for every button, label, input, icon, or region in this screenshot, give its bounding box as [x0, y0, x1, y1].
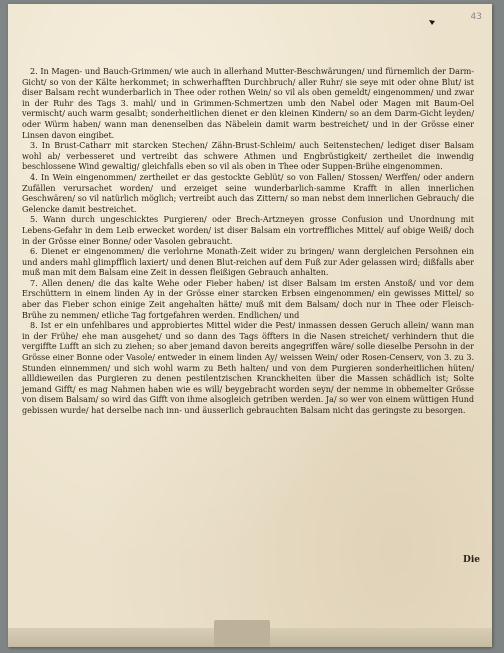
paragraph-6: 6. Dienet er eingenommen/ die verlohrne Monath-Zeit wider zu bringen/ wann dergleichen Persohnen ein und anders mahl glimpfflich laxiert/ und denen Blut-reichen auf dem Fuß zur Ader gelassen wird; dißfalls aber muß man mit dem Balsam eine Zeit in dessen fleißigen Gebrauch anhalten. [22, 246, 474, 278]
document-body [22, 66, 474, 416]
paragraph-7: 7. Allen denen/ die das kalte Wehe oder Fieber haben/ ist diser Balsam im ersten Anstoß/ und vor dem Erschüttern in einem linden Ay in der Grösse einer starcken Erbsen eingenommen/ ein gewisses Mittel/ so aber das Fieber schon einige Zeit angehalten hätte/ muß mit dem Balsam/ doch nur in Thee oder Fleisch-Brühe zu nemmen/ etliche Tag fortgefahren werden. Endlichen/ und [22, 277, 474, 320]
ink-mark-icon [428, 18, 436, 26]
catchword: Die [463, 555, 480, 565]
folio-number: 43 [470, 12, 482, 22]
paragraph-3: 3. In Brust-Catharr mit starcken Stechen/ Zähn-Brust-Schleim/ auch Seitenstechen/ lediget diser Balsam wohl ab/ verbesseret und vertreibt das schwere Athmen und Engbrüstigkeit/ zertheilet die inwendig beschlossene Wind gewaltig/ gleichfalls eben so vil als oben in Thee oder Suppen-Brühe eingenommen. [22, 140, 474, 172]
paragraph-4: 4. In Wein eingenommen/ zertheilet er das gestockte Geblüt/ so von Fallen/ Stossen/ Werffen/ oder andern Zufällen verursachet worden/ und erzeiget seine wunderbarlich-samme Krafft in allen innerlichen Geschwären/ so vil natürlich möglich; vertreibt auch das Zittern/ so man nebst dem innerlichen Gebrauch/ die Gelencke damit bestreichet. [22, 171, 474, 214]
paragraph-2: 2. In Magen- und Bauch-Grimmen/ wie auch in allerhand Mutter-Beschwärungen/ und fürnemlich der Darm-Gicht/ so von der Kälte herkommet; in schwerhafften Durchbruch/ aller Ruhr/ sie seye mit oder ohne Blut/ ist diser Balsam recht wunderbarlich in Thee oder rothen Wein/ so vil als oben gemeldt/ eingenommen/ und zwar in der Ruhr des Tags 3. mahl/ und in Grimmen-Schmertzen umb den Nabel oder Magen mit Baum-Oel vermischt/ auch warm gesalbt; sonderheitlichen dienet er den kleinen Kindern/ so an dem Darm-Gicht leyden/ oder Würm haben/ wann man denenselben das Näbelein damit warm bestreichet/ und in der Grösse einer Linsen davon eingibet. [22, 66, 474, 140]
bottom-mount-tab [214, 620, 270, 647]
paragraph-8: 8. Ist er ein unfehlbares und approbiertes Mittel wider die Pest/ inmassen dessen Geruch allein/ wann man in der Frühe/ ehe man ausgehet/ und so dann des Tags öffters in die Nasen streichet/ verhindern thut die vergiffte Lufft an sich zu ziehen; so aber jemand davon bereits angegriffen wäre/ solle dieselbe Persohn in der Grösse einer Bonne oder Vasole/ entweder in einem linden Ay/ weissen Wein/ oder Rosen-Censerv, von 3. zu 3. Stunden einnemmen/ und sich wohl warm zu Beth halten/ und von dem Purgieren sonderheitlichen hüten/ allldieweilen das Purgieren zu denen pestilentzischen Kranckheiten über die Massen schädlich ist; Solte jemand Gifft/ es mag Nahmen haben wie es will/ beygebracht worden seyn/ der nemme in obbemelter Grösse von disem Balsam/ so wird das Gifft von ihme alsogleich getriben werden. Ja/ so wer von einem wüttigen Hund gebissen wurde/ hat derselbe nach inn- und äusserlich gebrauchten Balsam nicht das geringste zu besorgen. [22, 320, 474, 415]
paragraph-5: 5. Wann durch ungeschicktes Purgieren/ oder Brech-Artzneyen grosse Confusion und Unordnung mit Lebens-Gefahr in dem Leib erwecket worden/ ist diser Balsam ein vortreffliches Mittel/ auf obige Weiß/ doch in der Grösse einer Bonne/ oder Vasolen gebraucht. [22, 214, 474, 246]
